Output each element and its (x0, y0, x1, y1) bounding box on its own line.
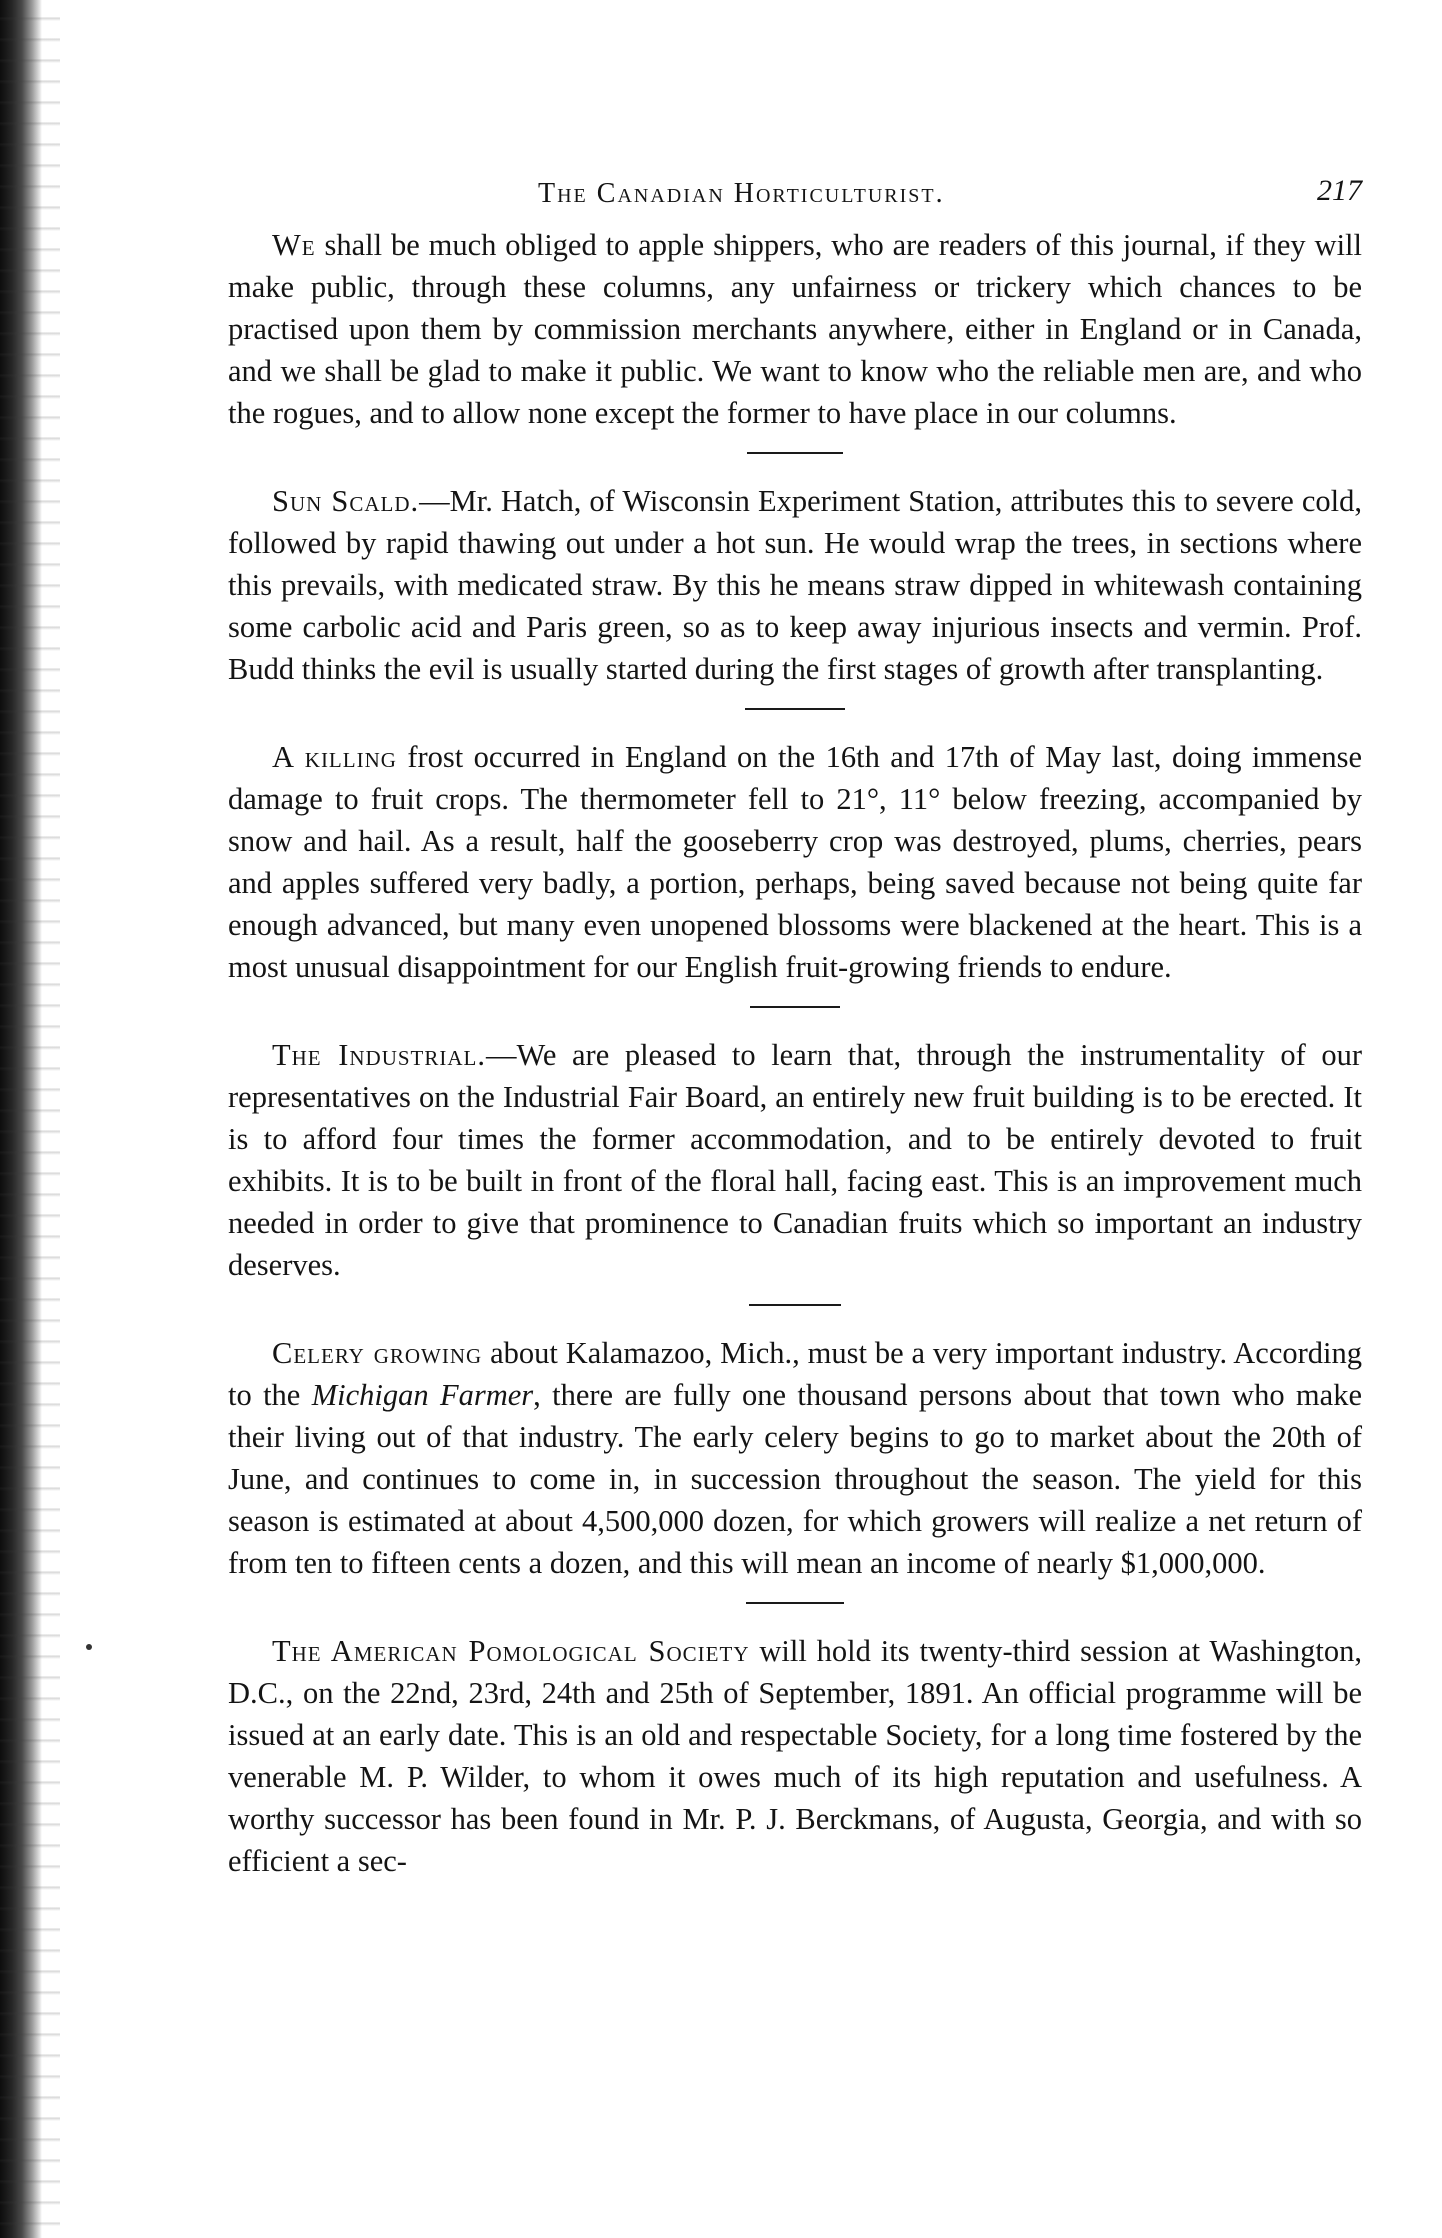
article-text: shall be much obliged to apple shippers, who are readers of this journal, if they will make public, through these columns, any unfairness or trickery which chances to be practised upon them by commission merchants anywhere, either in England or in Canada, and we shall be glad to make it public. We want to know who the reliable men are, and who the rogues, and to allow none except the former to have place in our columns. (228, 228, 1362, 430)
scan-binding-texture (0, 0, 60, 2238)
section-divider (745, 708, 845, 710)
article-text: frost occurred in England on the 16th and 17th of May last, doing immense damage to fruit crops. The thermometer fell to 21°, 11° below freezing, accompanied by snow and hail. As a result, half the gooseberry crop was destroyed, plums, cherries, pears and apples suffered very badly, a portion, perhaps, being saved because not being quite far enough advanced, but many even unopened blossoms were blackened at the heart. This is a most unusual disappointment for our English fruit-growing friends to endure. (228, 740, 1363, 984)
article-lead: We (272, 228, 316, 262)
article-text: —We are pleased to learn that, through the instrumentality of our representatives on the Industrial Fair Board, an entirely new fruit building is to be erected. It is to afford four times the former accommodation, and to be entirely devoted to fruit exhibits. It is to be built in front of the floral hall, facing east. This is an improvement much needed in order to give that prominence to Canadian fruits which so important an industry deserves. (228, 1038, 1363, 1282)
section-divider (746, 1602, 844, 1604)
section-divider (750, 1006, 840, 1008)
article-lead: A killing (272, 740, 397, 774)
article-text: will hold its twenty-third session at Washington, D.C., on the 22nd, 23rd, 24th and 25th of September, 1891. An official programme will be issued at an early date. This is an old and respectable Society, for a long time fostered by the venerable M. P. Wilder, to whom it owes much of its high reputation and usefulness. A worthy successor has been found in Mr. P. J. Berckmans, of Augusta, Georgia, and with so efficient a sec- (228, 1634, 1362, 1878)
article-industrial (228, 1034, 1362, 1286)
page-number: 217 (1317, 174, 1362, 207)
section-divider (749, 1304, 841, 1306)
article-lead: The American Pomological Society (272, 1634, 750, 1668)
article-text: about Kalamazoo, Mich., must be a very important industry. According to the (228, 1336, 1363, 1412)
article-celery-growing (228, 1332, 1362, 1584)
periodical-title: Michigan Farmer (311, 1378, 534, 1412)
journal-title: The Canadian Horticulturist. (538, 178, 945, 209)
running-head (228, 174, 1362, 224)
article-text: —Mr. Hatch, of Wisconsin Experiment Station, attributes this to severe cold, followed by rapid thawing out under a hot sun. He would wrap the trees, in sections where this prevails, with medicated straw. By this he means straw dipped in whitewash containing some carbolic acid and Paris green, so as to keep away injurious insects and vermin. Prof. Budd thinks the evil is usually started during the first stages of growth after transplanting. (228, 484, 1362, 686)
article-sun-scald (228, 480, 1362, 690)
article-lead: Sun Scald. (272, 484, 420, 518)
page-body (228, 174, 1363, 1882)
stray-ink-dot (86, 1644, 92, 1650)
article-lead: Celery growing (272, 1336, 483, 1370)
article-text: , there are fully one thousand persons about that town who make their living out of that industry. The early celery begins to go to market about the 20th of June, and continues to come in, in succession throughout the season. The yield for this season is estimated at about 4,500,000 dozen, for which growers will realize a net return of from ten to fifteen cents a dozen, and this will mean an income of nearly $1,000,000. (228, 1378, 1362, 1580)
article-killing-frost (228, 736, 1362, 988)
article-lead: The Industrial. (272, 1038, 487, 1072)
article-pomological-society (228, 1630, 1362, 1882)
section-divider (747, 452, 843, 454)
article-apple-shippers (228, 224, 1362, 434)
